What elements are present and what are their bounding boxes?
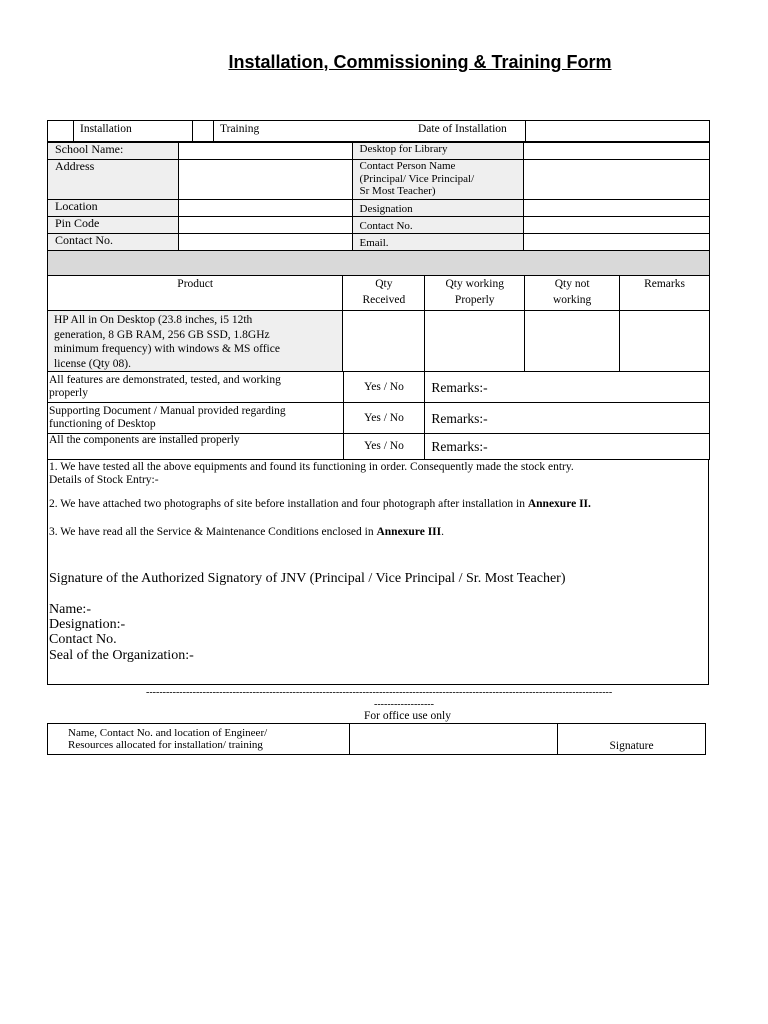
note-3-annexure: Annexure III bbox=[376, 526, 442, 538]
check-item bbox=[48, 372, 344, 403]
qty-working-header-line: Properly bbox=[454, 294, 495, 306]
email-field[interactable] bbox=[524, 234, 710, 251]
remarks-field[interactable] bbox=[620, 311, 710, 372]
product-header-line: Product bbox=[177, 278, 214, 290]
qty-received-field[interactable] bbox=[343, 311, 425, 372]
remarks-header bbox=[620, 276, 710, 311]
location-field[interactable] bbox=[178, 200, 352, 217]
note-2-text: 2. We have attached two photographs of site before installation and four photograph after installation in bbox=[49, 498, 528, 510]
date-of-installation-field[interactable] bbox=[525, 120, 710, 142]
office-use-table bbox=[47, 723, 706, 755]
pin-code-field[interactable] bbox=[178, 217, 352, 234]
check-line: All the components are installed properly bbox=[49, 434, 240, 446]
checks-table bbox=[47, 371, 710, 460]
school-info-table bbox=[47, 142, 710, 251]
qty-received-header bbox=[343, 276, 425, 311]
qty-working-header-line: Qty working bbox=[445, 278, 504, 290]
check-line: All features are demonstrated, tested, and working bbox=[49, 374, 281, 386]
qty-working-field[interactable] bbox=[425, 311, 525, 372]
desktop-for-field[interactable] bbox=[524, 143, 710, 160]
product-header bbox=[48, 276, 343, 311]
name-label: Name:- bbox=[49, 602, 91, 617]
installation-label: Installation bbox=[80, 123, 132, 135]
signature-line: Signature of the Authorized Signatory of JNV (Principal / Vice Principal / Sr. Most Teacher) bbox=[49, 571, 566, 586]
signature-field[interactable] bbox=[558, 724, 706, 755]
qty-working-header bbox=[425, 276, 525, 311]
for-office-use-label: For office use only bbox=[364, 710, 451, 722]
contact-person-label bbox=[352, 160, 524, 200]
contact-no-field[interactable] bbox=[178, 234, 352, 251]
declaration-box bbox=[47, 459, 709, 685]
check-item bbox=[48, 434, 344, 460]
note-3-suffix: . bbox=[441, 526, 445, 538]
address-label: Address bbox=[48, 160, 179, 200]
signature-label: Signature bbox=[609, 740, 654, 752]
contact-label: Contact No. bbox=[49, 632, 117, 647]
yes-no-option[interactable]: Yes / No bbox=[343, 403, 425, 434]
separator-bar bbox=[47, 250, 710, 276]
engineer-field[interactable] bbox=[349, 724, 558, 755]
contact-no2-field[interactable] bbox=[524, 217, 710, 234]
desktop-for-label: Desktop for Library bbox=[352, 143, 524, 160]
check-line: properly bbox=[49, 387, 88, 399]
seal-label: Seal of the Organization:- bbox=[49, 648, 194, 663]
designation-field[interactable] bbox=[524, 200, 710, 217]
contact-person-field[interactable] bbox=[524, 160, 710, 200]
training-checkbox[interactable] bbox=[192, 120, 214, 142]
check-item bbox=[48, 403, 344, 434]
check-remarks[interactable]: Remarks:- bbox=[425, 372, 710, 403]
note-2-annexure: Annexure II. bbox=[527, 498, 591, 510]
qty-not-working-header-line: working bbox=[552, 294, 592, 306]
engineer-line: Name, Contact No. and location of Engineer/ bbox=[68, 726, 268, 739]
date-of-installation-label: Date of Installation bbox=[418, 123, 507, 135]
pin-code-label: Pin Code bbox=[48, 217, 179, 234]
engineer-line: Resources allocated for installation/ training bbox=[68, 739, 263, 751]
school-name-field[interactable] bbox=[178, 143, 352, 160]
training-label: Training bbox=[220, 123, 260, 135]
designation-label: Designation:- bbox=[49, 617, 126, 632]
location-label: Location bbox=[48, 200, 179, 217]
divider-dashes-2: ------------------ bbox=[374, 699, 434, 710]
address-field[interactable] bbox=[178, 160, 352, 200]
contact-person-line: Sr Most Teacher) bbox=[359, 185, 436, 197]
product-line: minimum frequency) with windows & MS office bbox=[54, 343, 280, 355]
contact-no2-label: Contact No. bbox=[352, 217, 524, 234]
remarks-header-line: Remarks bbox=[644, 278, 685, 290]
product-table bbox=[47, 275, 710, 372]
divider-dashes: -------------------------------------------------------------------------------------------------------------------------------------------- bbox=[146, 687, 613, 698]
email-label: Email. bbox=[352, 234, 524, 251]
yes-no-option[interactable]: Yes / No bbox=[343, 434, 425, 460]
school-name-label: School Name: bbox=[48, 143, 179, 160]
product-line: generation, 8 GB RAM, 256 GB SSD, 1.8GHz bbox=[54, 328, 270, 341]
contact-person-line: (Principal/ Vice Principal/ bbox=[359, 172, 475, 185]
product-line: HP All in On Desktop (23.8 inches, i5 12th bbox=[54, 314, 253, 326]
contact-person-line: Contact Person Name bbox=[359, 160, 456, 172]
stock-entry-label: Details of Stock Entry:- bbox=[49, 474, 159, 486]
qty-received-header-line: Qty bbox=[375, 278, 393, 290]
note-1: 1. We have tested all the above equipments and found its functioning in order. Consequently made the stock entry. bbox=[49, 461, 574, 473]
product-description bbox=[48, 311, 343, 372]
note-3-text: 3. We have read all the Service & Maintenance Conditions enclosed in bbox=[49, 526, 377, 538]
check-line: functioning of Desktop bbox=[49, 418, 156, 430]
contact-no-label: Contact No. bbox=[48, 234, 179, 251]
check-remarks[interactable]: Remarks:- bbox=[425, 434, 710, 460]
form-title: Installation, Commissioning & Training Form bbox=[228, 52, 612, 72]
qty-not-working-header-line: Qty not bbox=[554, 278, 590, 290]
product-line: license (Qty 08). bbox=[54, 357, 131, 370]
qty-received-header-line: Received bbox=[362, 294, 406, 306]
note-2 bbox=[49, 498, 591, 511]
qty-not-working-field[interactable] bbox=[525, 311, 620, 372]
note-3 bbox=[49, 526, 444, 539]
yes-no-option[interactable]: Yes / No bbox=[343, 372, 425, 403]
check-line: Supporting Document / Manual provided regarding bbox=[49, 405, 286, 417]
check-remarks[interactable]: Remarks:- bbox=[425, 403, 710, 434]
qty-not-working-header bbox=[525, 276, 620, 311]
designation-label: Designation bbox=[352, 200, 524, 217]
installation-checkbox[interactable] bbox=[47, 120, 74, 142]
engineer-label bbox=[48, 724, 350, 755]
